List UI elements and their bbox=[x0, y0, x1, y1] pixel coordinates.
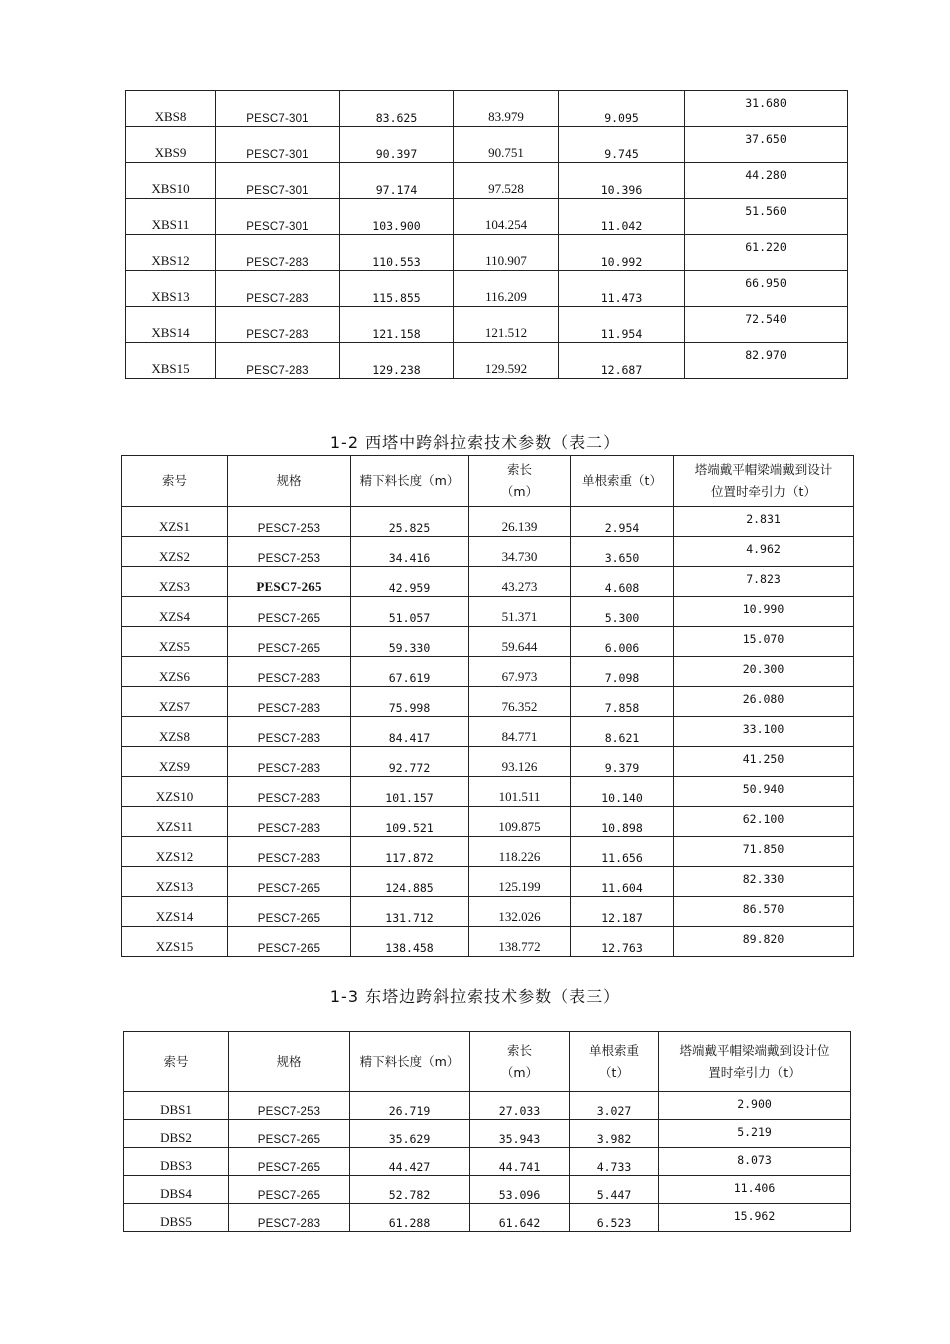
cell-cut-length: 83.625 bbox=[340, 91, 454, 127]
cell-traction: 20.300 bbox=[674, 657, 854, 687]
cell-cable-length: 118.226 bbox=[469, 837, 571, 867]
table-row bbox=[126, 271, 848, 307]
cell-traction: 82.330 bbox=[674, 867, 854, 897]
header-cable-length bbox=[470, 1032, 570, 1092]
cell-weight: 9.095 bbox=[559, 91, 685, 127]
cell-cable-id: XZS4 bbox=[122, 597, 228, 627]
cell-traction: 41.250 bbox=[674, 747, 854, 777]
cell-cable-id: DBS5 bbox=[124, 1204, 229, 1232]
cell-cable-id: XZS1 bbox=[122, 507, 228, 537]
cell-cable-id: XZS7 bbox=[122, 687, 228, 717]
table-row bbox=[122, 777, 854, 807]
cell-cable-id: DBS4 bbox=[124, 1176, 229, 1204]
header-line: （m） bbox=[500, 1064, 539, 1080]
cell-cable-length: 104.254 bbox=[454, 199, 559, 235]
cell-spec: PESC7-301 bbox=[216, 199, 340, 235]
cell-cable-id: XZS9 bbox=[122, 747, 228, 777]
header-line: （t） bbox=[599, 1064, 629, 1080]
cell-weight: 6.006 bbox=[571, 627, 674, 657]
cell-spec: PESC7-283 bbox=[228, 687, 351, 717]
cell-spec: PESC7-301 bbox=[216, 127, 340, 163]
cell-spec: PESC7-253 bbox=[228, 537, 351, 567]
cell-cable-id: XZS8 bbox=[122, 717, 228, 747]
cell-cut-length: 131.712 bbox=[351, 897, 469, 927]
cell-weight: 8.621 bbox=[571, 717, 674, 747]
cell-cut-length: 84.417 bbox=[351, 717, 469, 747]
cell-cut-length: 121.158 bbox=[340, 307, 454, 343]
cell-cut-length: 97.174 bbox=[340, 163, 454, 199]
cell-cable-length: 83.979 bbox=[454, 91, 559, 127]
cell-traction: 31.680 bbox=[685, 91, 848, 127]
cell-cable-length: 109.875 bbox=[469, 807, 571, 837]
cell-cable-id: DBS1 bbox=[124, 1092, 229, 1120]
table-row bbox=[126, 199, 848, 235]
cell-cut-length: 59.330 bbox=[351, 627, 469, 657]
cell-spec: PESC7-265 bbox=[229, 1148, 350, 1176]
cell-weight: 3.982 bbox=[570, 1120, 659, 1148]
cell-cable-length: 27.033 bbox=[470, 1092, 570, 1120]
cell-spec: PESC7-253 bbox=[228, 507, 351, 537]
header-spec: 规格 bbox=[229, 1032, 350, 1092]
cell-cut-length: 52.782 bbox=[350, 1176, 470, 1204]
cell-cable-length: 51.371 bbox=[469, 597, 571, 627]
cell-weight: 5.447 bbox=[570, 1176, 659, 1204]
cell-traction: 89.820 bbox=[674, 927, 854, 957]
cell-cable-length: 34.730 bbox=[469, 537, 571, 567]
cell-cut-length: 109.521 bbox=[351, 807, 469, 837]
cell-spec: PESC7-265 bbox=[228, 927, 351, 957]
cell-cable-length: 125.199 bbox=[469, 867, 571, 897]
table-row bbox=[126, 127, 848, 163]
table-row bbox=[122, 867, 854, 897]
cell-traction: 37.650 bbox=[685, 127, 848, 163]
cell-cut-length: 92.772 bbox=[351, 747, 469, 777]
cell-spec: PESC7-283 bbox=[216, 307, 340, 343]
cell-cable-length: 101.511 bbox=[469, 777, 571, 807]
cell-traction: 10.990 bbox=[674, 597, 854, 627]
table-row bbox=[126, 235, 848, 271]
cell-spec: PESC7-283 bbox=[228, 717, 351, 747]
cell-cut-length: 61.288 bbox=[350, 1204, 470, 1232]
cell-cut-length: 129.238 bbox=[340, 343, 454, 379]
cell-traction: 86.570 bbox=[674, 897, 854, 927]
table-row bbox=[124, 1176, 851, 1204]
cell-traction: 15.070 bbox=[674, 627, 854, 657]
cell-weight: 11.656 bbox=[571, 837, 674, 867]
table-row bbox=[122, 627, 854, 657]
cell-weight: 7.098 bbox=[571, 657, 674, 687]
cell-weight: 10.898 bbox=[571, 807, 674, 837]
cell-cable-id: XBS9 bbox=[126, 127, 216, 163]
cell-cut-length: 26.719 bbox=[350, 1092, 470, 1120]
table-row bbox=[122, 927, 854, 957]
cell-traction: 5.219 bbox=[659, 1120, 851, 1148]
cell-cut-length: 67.619 bbox=[351, 657, 469, 687]
table3-title: 1-3 东塔边跨斜拉索技术参数（表三） bbox=[329, 987, 621, 1006]
cell-weight: 11.604 bbox=[571, 867, 674, 897]
cell-cable-id: XZS12 bbox=[122, 837, 228, 867]
table-row bbox=[122, 537, 854, 567]
cell-traction: 26.080 bbox=[674, 687, 854, 717]
cell-cable-id: XZS15 bbox=[122, 927, 228, 957]
cell-weight: 10.992 bbox=[559, 235, 685, 271]
table-row bbox=[126, 91, 848, 127]
cell-cut-length: 138.458 bbox=[351, 927, 469, 957]
header-spec: 规格 bbox=[228, 456, 351, 507]
header-line: 单根索重 bbox=[588, 1042, 639, 1058]
cell-cable-id: XBS11 bbox=[126, 199, 216, 235]
cell-cut-length: 51.057 bbox=[351, 597, 469, 627]
cell-spec: PESC7-283 bbox=[228, 747, 351, 777]
table-row bbox=[124, 1204, 851, 1232]
table-row bbox=[124, 1148, 851, 1176]
cell-weight: 11.473 bbox=[559, 271, 685, 307]
cell-weight: 3.027 bbox=[570, 1092, 659, 1120]
cell-spec: PESC7-265 bbox=[228, 597, 351, 627]
cell-cable-length: 129.592 bbox=[454, 343, 559, 379]
cell-cable-id: XBS14 bbox=[126, 307, 216, 343]
header-line: 位置时牵引力（t） bbox=[711, 484, 816, 499]
cell-spec: PESC7-283 bbox=[228, 837, 351, 867]
table-row bbox=[122, 897, 854, 927]
cell-cable-length: 84.771 bbox=[469, 717, 571, 747]
table-row bbox=[126, 163, 848, 199]
cell-weight: 4.733 bbox=[570, 1148, 659, 1176]
cell-spec: PESC7-265 bbox=[229, 1120, 350, 1148]
cell-cut-length: 90.397 bbox=[340, 127, 454, 163]
cell-spec: PESC7-283 bbox=[216, 235, 340, 271]
table-row bbox=[122, 687, 854, 717]
header-line: 索长 bbox=[506, 462, 532, 477]
cell-weight: 6.523 bbox=[570, 1204, 659, 1232]
cell-traction: 82.970 bbox=[685, 343, 848, 379]
table-row bbox=[126, 307, 848, 343]
cell-cable-id: XBS10 bbox=[126, 163, 216, 199]
cell-cable-length: 132.026 bbox=[469, 897, 571, 927]
cell-traction: 72.540 bbox=[685, 307, 848, 343]
cell-weight: 7.858 bbox=[571, 687, 674, 717]
cell-cable-id: XZS11 bbox=[122, 807, 228, 837]
cell-weight: 12.187 bbox=[571, 897, 674, 927]
cell-cable-length: 93.126 bbox=[469, 747, 571, 777]
cell-spec: PESC7-265 bbox=[228, 567, 351, 597]
cell-cable-id: XZS5 bbox=[122, 627, 228, 657]
cell-weight: 12.763 bbox=[571, 927, 674, 957]
cell-cable-id: XZS10 bbox=[122, 777, 228, 807]
header-cable-length bbox=[469, 456, 571, 507]
cell-spec: PESC7-283 bbox=[229, 1204, 350, 1232]
cell-cable-length: 61.642 bbox=[470, 1204, 570, 1232]
header-cut-length: 精下料长度（m） bbox=[350, 1032, 470, 1092]
cell-spec: PESC7-265 bbox=[229, 1176, 350, 1204]
cell-traction: 44.280 bbox=[685, 163, 848, 199]
cell-cut-length: 124.885 bbox=[351, 867, 469, 897]
cell-traction: 2.831 bbox=[674, 507, 854, 537]
cell-weight: 10.140 bbox=[571, 777, 674, 807]
cell-cable-length: 90.751 bbox=[454, 127, 559, 163]
cell-weight: 3.650 bbox=[571, 537, 674, 567]
cell-spec: PESC7-301 bbox=[216, 163, 340, 199]
table-row bbox=[122, 507, 854, 537]
cell-traction: 2.900 bbox=[659, 1092, 851, 1120]
cell-spec: PESC7-253 bbox=[229, 1092, 350, 1120]
table-row bbox=[122, 657, 854, 687]
cell-cable-length: 59.644 bbox=[469, 627, 571, 657]
table-row bbox=[122, 747, 854, 777]
cell-traction: 51.560 bbox=[685, 199, 848, 235]
cell-spec: PESC7-265 bbox=[228, 897, 351, 927]
cell-weight: 11.954 bbox=[559, 307, 685, 343]
table-row bbox=[126, 343, 848, 379]
table-row bbox=[122, 567, 854, 597]
table-row bbox=[124, 1092, 851, 1120]
cell-cut-length: 25.825 bbox=[351, 507, 469, 537]
cell-cut-length: 103.900 bbox=[340, 199, 454, 235]
cell-cable-id: XBS12 bbox=[126, 235, 216, 271]
cell-cable-id: XZS2 bbox=[122, 537, 228, 567]
header-traction bbox=[659, 1032, 851, 1092]
cell-traction: 62.100 bbox=[674, 807, 854, 837]
cell-cut-length: 101.157 bbox=[351, 777, 469, 807]
cell-traction: 4.962 bbox=[674, 537, 854, 567]
cell-cut-length: 34.416 bbox=[351, 537, 469, 567]
cell-cable-length: 35.943 bbox=[470, 1120, 570, 1148]
cell-spec: PESC7-283 bbox=[228, 657, 351, 687]
table-row bbox=[122, 837, 854, 867]
cell-spec: PESC7-283 bbox=[228, 807, 351, 837]
cell-traction: 50.940 bbox=[674, 777, 854, 807]
cell-spec: PESC7-301 bbox=[216, 91, 340, 127]
cell-cut-length: 115.855 bbox=[340, 271, 454, 307]
cell-weight: 2.954 bbox=[571, 507, 674, 537]
table-row bbox=[122, 717, 854, 747]
cell-cable-length: 44.741 bbox=[470, 1148, 570, 1176]
header-cable-id: 索号 bbox=[124, 1032, 229, 1092]
cell-weight: 11.042 bbox=[559, 199, 685, 235]
header-line: 置时牵引力（t） bbox=[708, 1064, 801, 1080]
header-cut-length: 精下料长度（m） bbox=[351, 456, 469, 507]
cell-weight: 4.608 bbox=[571, 567, 674, 597]
table-row bbox=[124, 1120, 851, 1148]
cell-cable-id: XZS6 bbox=[122, 657, 228, 687]
cell-cable-id: XBS13 bbox=[126, 271, 216, 307]
cell-traction: 11.406 bbox=[659, 1176, 851, 1204]
cell-spec: PESC7-283 bbox=[228, 777, 351, 807]
cell-cable-length: 26.139 bbox=[469, 507, 571, 537]
cell-traction: 71.850 bbox=[674, 837, 854, 867]
cell-weight: 9.745 bbox=[559, 127, 685, 163]
table-dbs bbox=[123, 1031, 851, 1232]
cell-cable-length: 43.273 bbox=[469, 567, 571, 597]
cell-cable-length: 97.528 bbox=[454, 163, 559, 199]
cell-cable-length: 76.352 bbox=[469, 687, 571, 717]
cell-cut-length: 110.553 bbox=[340, 235, 454, 271]
cell-weight: 12.687 bbox=[559, 343, 685, 379]
header-weight bbox=[570, 1032, 659, 1092]
header-weight: 单根索重（t） bbox=[571, 456, 674, 507]
header-traction bbox=[674, 456, 854, 507]
header-line: 索长 bbox=[506, 1042, 532, 1058]
cell-cable-length: 121.512 bbox=[454, 307, 559, 343]
cell-cable-length: 138.772 bbox=[469, 927, 571, 957]
cell-weight: 5.300 bbox=[571, 597, 674, 627]
cell-cable-id: XZS14 bbox=[122, 897, 228, 927]
header-line: （m） bbox=[500, 484, 539, 499]
cell-weight: 10.396 bbox=[559, 163, 685, 199]
table-xzs bbox=[121, 455, 854, 957]
header-line: 塔端戴平帽梁端戴到设计位 bbox=[679, 1042, 830, 1058]
cell-traction: 61.220 bbox=[685, 235, 848, 271]
cell-spec: PESC7-283 bbox=[216, 343, 340, 379]
cell-cable-id: DBS2 bbox=[124, 1120, 229, 1148]
cell-cable-length: 53.096 bbox=[470, 1176, 570, 1204]
header-cable-id: 索号 bbox=[122, 456, 228, 507]
cell-cable-length: 110.907 bbox=[454, 235, 559, 271]
cell-spec: PESC7-265 bbox=[228, 627, 351, 657]
header-line: 塔端戴平帽梁端戴到设计 bbox=[694, 462, 833, 477]
cell-traction: 8.073 bbox=[659, 1148, 851, 1176]
cell-cable-length: 67.973 bbox=[469, 657, 571, 687]
table2-title: 1-2 西塔中跨斜拉索技术参数（表二） bbox=[329, 433, 621, 452]
cell-cut-length: 44.427 bbox=[350, 1148, 470, 1176]
cell-cut-length: 35.629 bbox=[350, 1120, 470, 1148]
cell-cable-id: XBS15 bbox=[126, 343, 216, 379]
table-row bbox=[122, 597, 854, 627]
cell-traction: 33.100 bbox=[674, 717, 854, 747]
cell-cable-id: XBS8 bbox=[126, 91, 216, 127]
cell-cut-length: 117.872 bbox=[351, 837, 469, 867]
cell-cable-length: 116.209 bbox=[454, 271, 559, 307]
cell-traction: 15.962 bbox=[659, 1204, 851, 1232]
cell-spec: PESC7-265 bbox=[228, 867, 351, 897]
cell-spec: PESC7-283 bbox=[216, 271, 340, 307]
cell-cut-length: 75.998 bbox=[351, 687, 469, 717]
table-row bbox=[122, 807, 854, 837]
cell-weight: 9.379 bbox=[571, 747, 674, 777]
cell-cable-id: XZS13 bbox=[122, 867, 228, 897]
cell-cable-id: DBS3 bbox=[124, 1148, 229, 1176]
cell-cut-length: 42.959 bbox=[351, 567, 469, 597]
cell-traction: 7.823 bbox=[674, 567, 854, 597]
table-xbs bbox=[125, 90, 848, 379]
cell-cable-id: XZS3 bbox=[122, 567, 228, 597]
cell-traction: 66.950 bbox=[685, 271, 848, 307]
